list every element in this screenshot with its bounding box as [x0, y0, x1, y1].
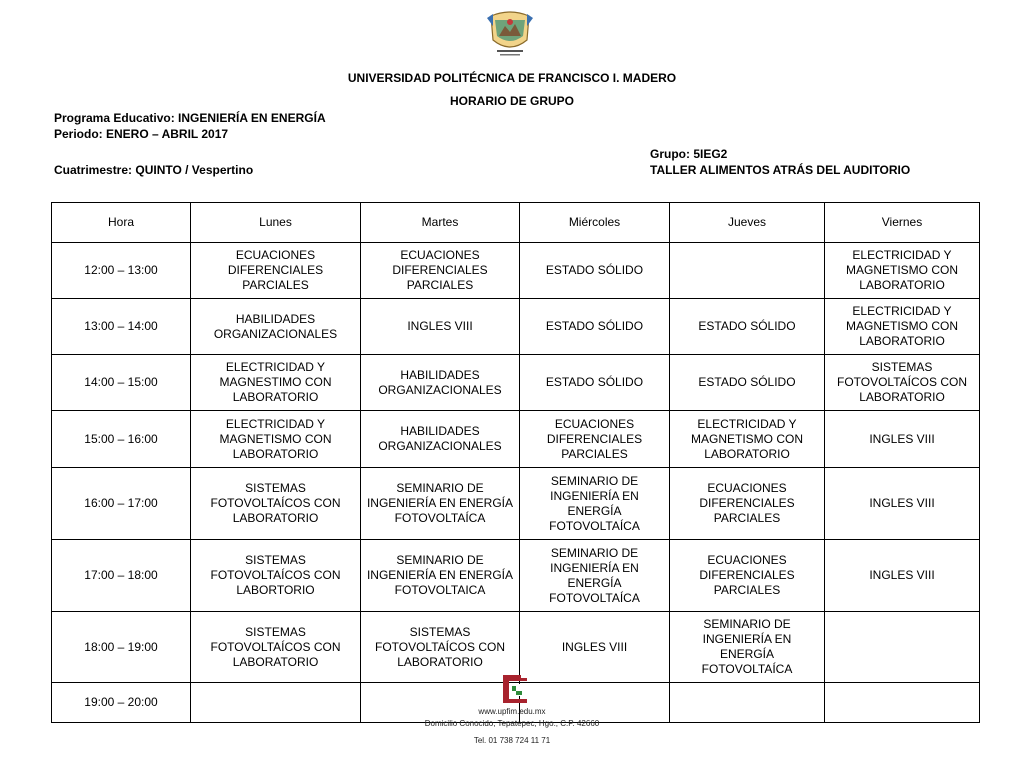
- class-cell: ESTADO SÓLIDO: [670, 355, 825, 411]
- class-cell: [825, 683, 980, 723]
- class-cell: INGLES VIII: [520, 612, 670, 683]
- column-header-lunes: Lunes: [191, 203, 361, 243]
- time-cell: 14:00 – 15:00: [52, 355, 191, 411]
- class-cell: [670, 683, 825, 723]
- university-logo: [500, 672, 530, 706]
- column-header-jueves: Jueves: [670, 203, 825, 243]
- class-cell: ESTADO SÓLIDO: [520, 243, 670, 299]
- class-cell: ECUACIONES DIFERENCIALES PARCIALES: [670, 468, 825, 540]
- class-cell: ELECTRICIDAD Y MAGNETISMO CON LABORATORIO: [825, 243, 980, 299]
- table-row: [52, 243, 980, 299]
- class-cell: INGLES VIII: [825, 468, 980, 540]
- class-cell: [520, 683, 670, 723]
- class-cell: SEMINARIO DE INGENIERÍA EN ENERGÍA FOTOVOLTAÍCA: [520, 468, 670, 540]
- table-row: [52, 411, 980, 468]
- class-cell: ECUACIONES DIFERENCIALES PARCIALES: [191, 243, 361, 299]
- class-cell: [825, 612, 980, 683]
- class-cell: SEMINARIO DE INGENIERÍA EN ENERGÍA FOTOVOLTAÍCA: [361, 468, 520, 540]
- group-label: Grupo: 5IEG2: [650, 147, 728, 161]
- class-cell: ESTADO SÓLIDO: [520, 299, 670, 355]
- column-header-miercoles: Miércoles: [520, 203, 670, 243]
- class-cell: HABILIDADES ORGANIZACIONALES: [191, 299, 361, 355]
- class-cell: INGLES VIII: [361, 299, 520, 355]
- class-cell: ELECTRICIDAD Y MAGNETISMO CON LABORATORIO: [191, 411, 361, 468]
- table-row: [52, 468, 980, 540]
- class-cell: HABILIDADES ORGANIZACIONALES: [361, 355, 520, 411]
- table-row: [52, 540, 980, 612]
- period-label: Periodo: ENERO – ABRIL 2017: [54, 127, 229, 141]
- schedule-table: [51, 202, 980, 723]
- class-cell: ELECTRICIDAD Y MAGNETISMO CON LABORATORIO: [825, 299, 980, 355]
- class-cell: ESTADO SÓLIDO: [520, 355, 670, 411]
- term-label: Cuatrimestre: QUINTO / Vespertino: [54, 163, 254, 177]
- class-cell: ECUACIONES DIFERENCIALES PARCIALES: [670, 540, 825, 612]
- state-crest-logo: [483, 6, 537, 60]
- column-header-martes: Martes: [361, 203, 520, 243]
- footer-website: www.upfim.edu.mx: [478, 707, 546, 716]
- university-title: UNIVERSIDAD POLITÉCNICA DE FRANCISCO I. MADERO: [347, 71, 677, 85]
- program-label: Programa Educativo: INGENIERÍA EN ENERGÍA: [54, 111, 326, 125]
- column-header-hora: Hora: [52, 203, 191, 243]
- class-cell: ECUACIONES DIFERENCIALES PARCIALES: [361, 243, 520, 299]
- class-cell: ESTADO SÓLIDO: [670, 299, 825, 355]
- class-cell: SISTEMAS FOTOVOLTAÍCOS CON LABORATORIO: [361, 612, 520, 683]
- schedule-subtitle: HORARIO DE GRUPO: [449, 94, 574, 108]
- time-cell: 13:00 – 14:00: [52, 299, 191, 355]
- class-cell: [361, 683, 520, 723]
- table-header-row: [52, 203, 980, 243]
- class-cell: ECUACIONES DIFERENCIALES PARCIALES: [520, 411, 670, 468]
- class-cell: SEMINARIO DE INGENIERÍA EN ENERGÍA FOTOVOLTAÍCA: [520, 540, 670, 612]
- class-cell: HABILIDADES ORGANIZACIONALES: [361, 411, 520, 468]
- class-cell: ELECTRICIDAD Y MAGNETISMO CON LABORATORIO: [670, 411, 825, 468]
- table-row: [52, 299, 980, 355]
- time-cell: 16:00 – 17:00: [52, 468, 191, 540]
- class-cell: SISTEMAS FOTOVOLTAÍCOS CON LABORTORIO: [191, 540, 361, 612]
- column-header-viernes: Viernes: [825, 203, 980, 243]
- class-cell: ELECTRICIDAD Y MAGNESTIMO CON LABORATORIO: [191, 355, 361, 411]
- class-cell: [670, 243, 825, 299]
- class-cell: SISTEMAS FOTOVOLTAÍCOS CON LABORATORIO: [191, 468, 361, 540]
- class-cell: [191, 683, 361, 723]
- class-cell: INGLES VIII: [825, 411, 980, 468]
- footer-phone: Tel. 01 738 724 11 71: [473, 736, 551, 745]
- time-cell: 17:00 – 18:00: [52, 540, 191, 612]
- class-cell: SEMINARIO DE INGENIERÍA EN ENERGÍA FOTOVOLTAICA: [361, 540, 520, 612]
- time-cell: 18:00 – 19:00: [52, 612, 191, 683]
- time-cell: 12:00 – 13:00: [52, 243, 191, 299]
- table-row: [52, 355, 980, 411]
- class-cell: SISTEMAS FOTOVOLTAÍCOS CON LABORATORIO: [825, 355, 980, 411]
- class-cell: INGLES VIII: [825, 540, 980, 612]
- time-cell: 15:00 – 16:00: [52, 411, 191, 468]
- class-cell: SEMINARIO DE INGENIERÍA EN ENERGÍA FOTOVOLTAÍCA: [670, 612, 825, 683]
- time-cell: 19:00 – 20:00: [52, 683, 191, 723]
- class-cell: SISTEMAS FOTOVOLTAÍCOS CON LABORATORIO: [191, 612, 361, 683]
- location-label: TALLER ALIMENTOS ATRÁS DEL AUDITORIO: [650, 163, 911, 177]
- footer-address: Domicilio Conocido, Tepatepec, Hgo., C.P. 42660: [424, 719, 600, 728]
